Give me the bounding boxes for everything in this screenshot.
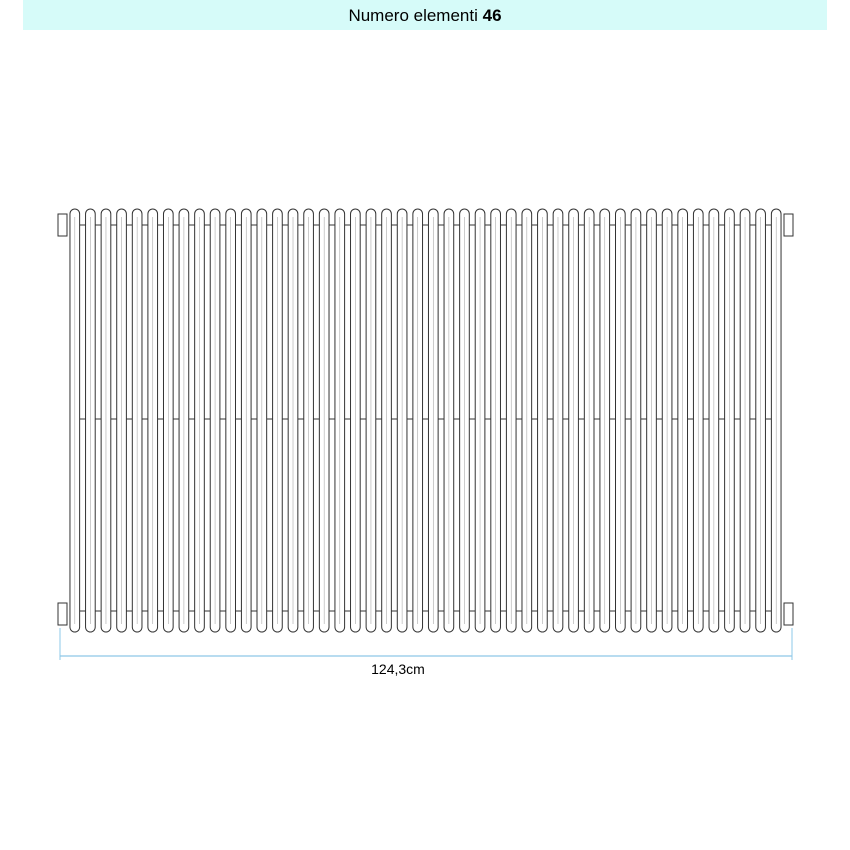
element-count: 46 <box>482 6 502 25</box>
width-dimension <box>60 628 792 677</box>
connector-bottom-left <box>58 603 67 625</box>
radiator <box>58 209 793 632</box>
connector-top-right <box>784 214 793 236</box>
connector-top-left <box>58 214 67 236</box>
connector-bottom-right <box>784 603 793 625</box>
header-label: Numero elementi <box>348 6 478 25</box>
dimension-label: 124,3cm <box>371 661 425 677</box>
